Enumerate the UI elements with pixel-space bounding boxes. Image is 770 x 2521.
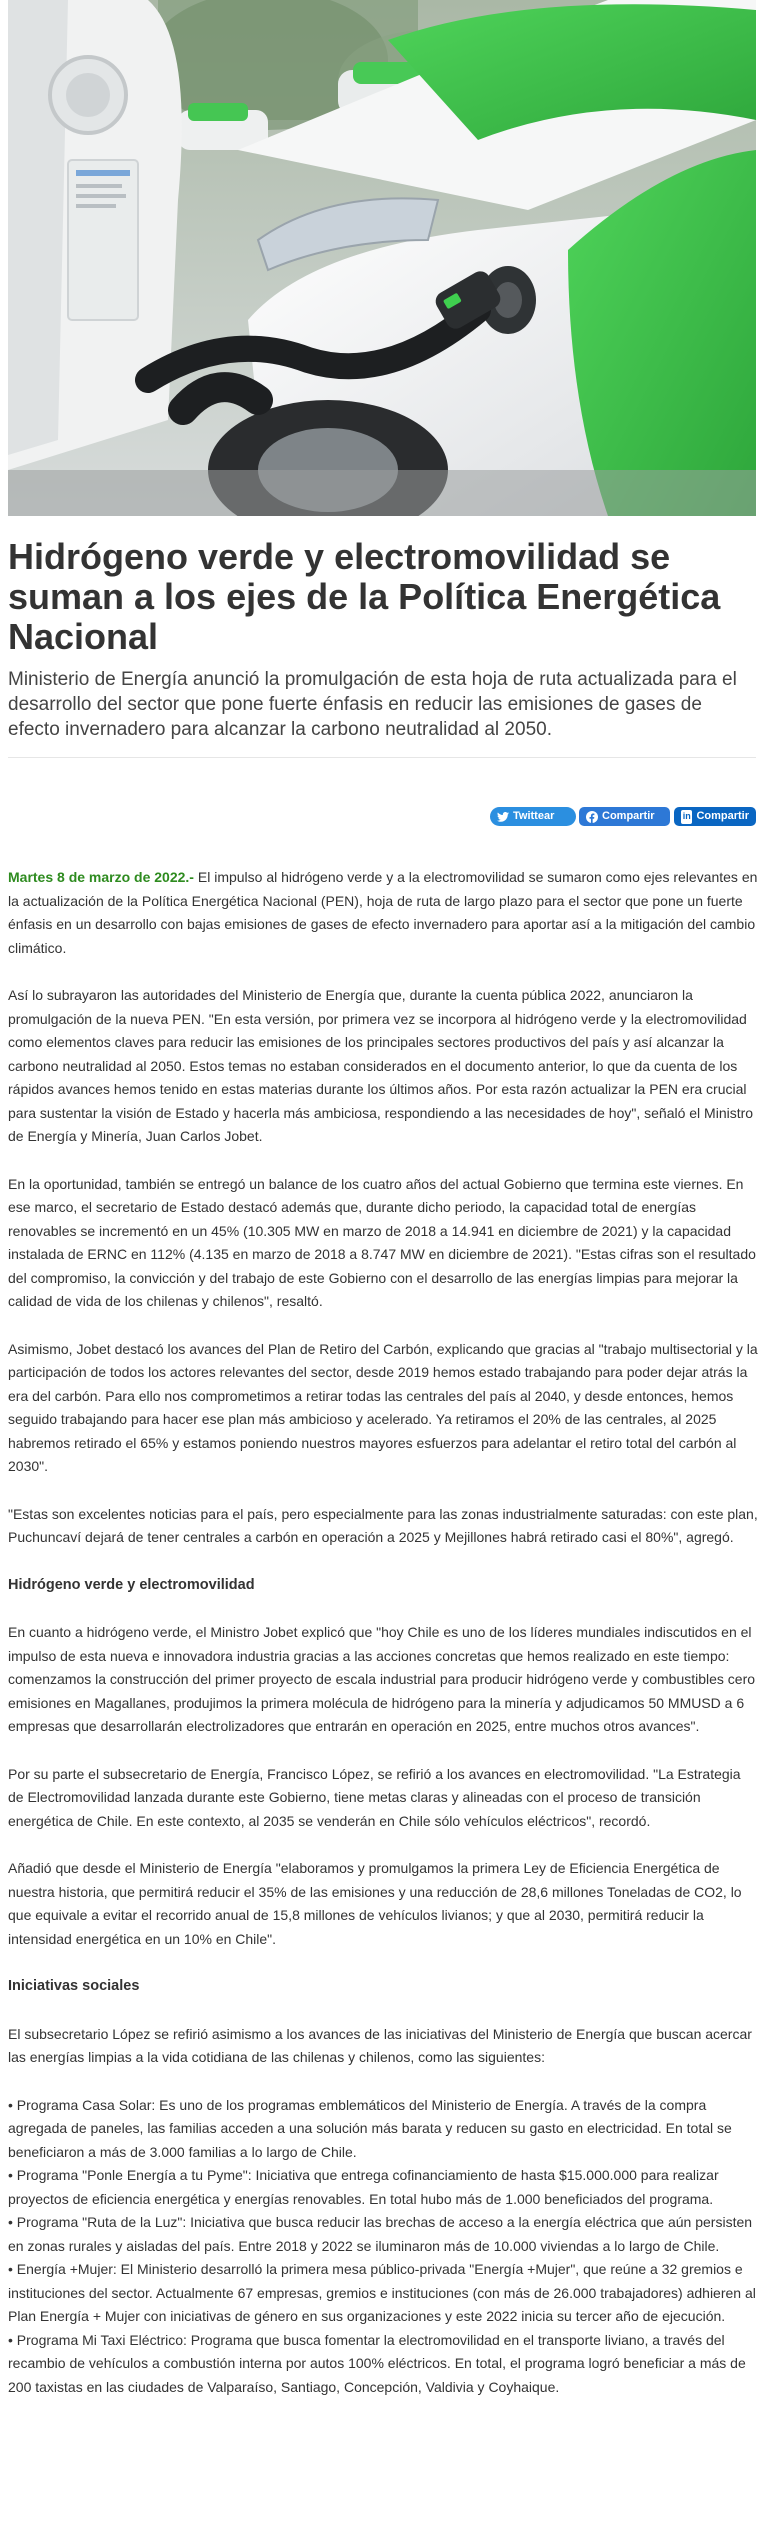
ev-charging-photo (8, 0, 756, 516)
section-heading-hydrogen: Hidrógeno verde y electromovilidad (8, 1576, 255, 1593)
paragraph: El subsecretario López se refirió asimismo a los avances de las iniciativas del Ministerio de Energía que buscan acercar las energías limpias a la vida cotidiana de las chilenas y chilenos, como las siguientes: (8, 2025, 752, 2065)
paragraph: Por su parte el subsecretario de Energía, Francisco López, se refirió a los avances en electromovilidad. "La Estrategia de Electromovilidad lanzada durante este Gobierno, tiene metas claras y alineadas con el proceso de transición energética de Chile. En este contexto, al 2035 se venderán en Chile sólo vehículos eléctricos", recordó. (8, 1765, 741, 1829)
article-title: Hidrógeno verde y electromovilidad se suman a los ejes de la Política Energética Nacional (8, 536, 721, 657)
list-item: • Programa Casa Solar: Es uno de los programas emblemáticos del Ministerio de Energía. A través de la compra agregada de paneles, las familias acceden a una solución más barata y reducen su gasto en electricidad. En total se beneficiaron a más de 3.000 familias a lo largo de Chile. (8, 2096, 732, 2160)
paragraph: "Estas son excelentes noticias para el país, pero especialmente para las zonas industrialmente saturadas: con este plan, Puchuncaví dejará de tener centrales a carbón en operación a 2025 y Mejillones habrá retirado casi el 80%", agregó. (8, 1505, 758, 1545)
list-item: • Energía +Mujer: El Ministerio desarrolló la primera mesa público-privada "Energía +Mujer", que reúne a 32 gremios e instituciones del sector. Actualmente 67 empresas, gremios e instituciones (con más de 26.000 trabajadores) adhieren al Plan Energía + Mujer con iniciativas de género en sus organizaciones y este 2022 inicia su tercer año de ejecución. (8, 2261, 756, 2324)
twitter-bird-icon (497, 812, 509, 822)
paragraph: Añadió que desde el Ministerio de Energía "elaboramos y promulgamos la primera Ley de Eficiencia Energética de nuestra historia, que permitirá reducir el 35% de las emisiones y una reducción de 28,6 millones Toneladas de CO2, lo que equivale a evitar el recorrido anual de 15,8 millones de vehículos livianos; y que al 2030, permitirá reducir la intensidad energética en un 10% en Chile". (8, 1860, 742, 1947)
list-item: • Programa "Ponle Energía a tu Pyme": Iniciativa que entrega cofinanciamiento de hasta $15.000.000 para realizar proyectos de eficiencia energética y energías renovables. En total hubo más de 1.000 beneficiados del programa. (8, 2167, 719, 2207)
facebook-share-label: Compartir (602, 810, 655, 822)
paragraph-text: El impulso al hidrógeno verde y a la electromovilidad se sumaron como ejes relevantes en la actualización de la Política Energética Nacional (PEN), hoja de ruta de largo plazo para el sector que pone un fuerte énfasis en un desarrollo con bajas emisiones de gases de efecto invernadero para aportar así a la mitigación del cambio climático. (8, 869, 758, 956)
paragraph: En la oportunidad, también se entregó un balance de los cuatro años del actual Gobierno que termina este viernes. En ese marco, el secretario de Estado destacó además que, durante dicho periodo, la capacidad total de energías renovables se incrementó en un 45% (10.305 MW en marzo de 2018 a 14.941 en diciembre de 2021) y la capacidad instalada de ERNC en 112% (4.135 en marzo de 2018 a 8.747 MW en diciembre de 2021). "Estas cifras son el resultado del compromiso, la convicción y del trabajo de este Gobierno con el desarrollo de las energías limpias para mejorar la calidad de vida de los chilenas y chilenos", resaltó. (8, 1175, 756, 1309)
facebook-share-button[interactable] (579, 807, 670, 826)
linkedin-share-button[interactable] (674, 807, 756, 826)
section-heading-social: Iniciativas sociales (8, 1978, 140, 1994)
paragraph (8, 866, 758, 960)
facebook-icon (586, 811, 598, 823)
paragraph: Asimismo, Jobet destacó los avances del Plan de Retiro del Carbón, explicando que gracias al "trabajo multisectorial y la participación de todos los actores relevantes del sector, desde 2019 hemos estado trabajando para poder dejar atrás la era del carbón. Para ello nos comprometimos a retirar todas las centrales del país al 2040, y desde entonces, hemos seguido trabajando para hacer ese plan más ambicioso y acelerado. Ya retiramos el 20% de las centrales, al 2025 habremos retirado el 65% y estamos poniendo nuestros mayores esfuerzos para adelantar el retiro total del carbón al 2030". (8, 1340, 758, 1474)
list-item: • Programa "Ruta de la Luz": Iniciativa que busca reducir las brechas de acceso a la energía eléctrica que aún persisten en zonas rurales y aisladas del país. Entre 2018 y 2022 se iluminaron más de 10.000 viviendas a lo largo de Chile. (8, 2214, 753, 2254)
list-item: • Programa Mi Taxi Eléctrico: Programa que busca fomentar la electromovilidad en el transporte liviano, a través del recambio de vehículos a combustión interna por autos 100% eléctricos. En total, el programa logró beneficiar a más de 200 taxistas en las ciudades de Valparaíso, Santiago, Concepción, Valdivia y Coyhaique. (8, 2331, 746, 2395)
divider (8, 757, 756, 758)
article-lead: Ministerio de Energía anunció la promulgación de esta hoja de ruta actualizada para el desarrollo del sector que pone fuerte énfasis en reducir las emisiones de gases de efecto invernadero para alcanzar la carbono neutralidad al 2050. (8, 669, 737, 740)
twitter-share-button[interactable] (490, 807, 576, 826)
twitter-share-label: Twittear (513, 810, 555, 822)
initiatives-list (8, 2094, 758, 2400)
article-date: Martes 8 de marzo de 2022.- (8, 869, 194, 885)
article-body (8, 866, 758, 2399)
linkedin-share-label: Compartir (696, 810, 749, 822)
hero-image (8, 0, 756, 516)
paragraph: Así lo subrayaron las autoridades del Ministerio de Energía que, durante la cuenta pública 2022, anunciaron la promulgación de la nueva PEN. "En esta versión, por primera vez se incorpora al hidrógeno verde y la electromovilidad como elementos claves para reducir las emisiones de los principales sectores productivos del país y así alcanzar la carbono neutralidad al 2050. Estos temas no estaban considerados en el documento anterior, lo que da cuenta de los rápidos avances hemos tenido en estas materias durante los últimos años. Por esta razón actualizar la PEN era crucial para sustentar la visión de Estado y hacerla más ambiciosa, respondiendo a las necesidades de hoy", señaló el Ministro de Energía y Minería, Juan Carlos Jobet. (8, 987, 754, 1144)
paragraph: En cuanto a hidrógeno verde, el Ministro Jobet explicó que "hoy Chile es uno de los líderes mundiales indiscutidos en el impulso de esta nueva e innovadora industria gracias a las acciones concretas que hemos realizado en este tiempo: comenzamos la construcción del primer proyecto de escala industrial para producir hidrógeno verde y combustibles cero emisiones en Magallanes, produjimos la primera molécula de hidrógeno para la minería y adjudicamos 50 MMUSD a 6 empresas que desarrollarán electrolizadores que entrarán en operación en 2025, entre muchos otros avances". (8, 1624, 756, 1734)
linkedin-icon: in (681, 810, 692, 824)
